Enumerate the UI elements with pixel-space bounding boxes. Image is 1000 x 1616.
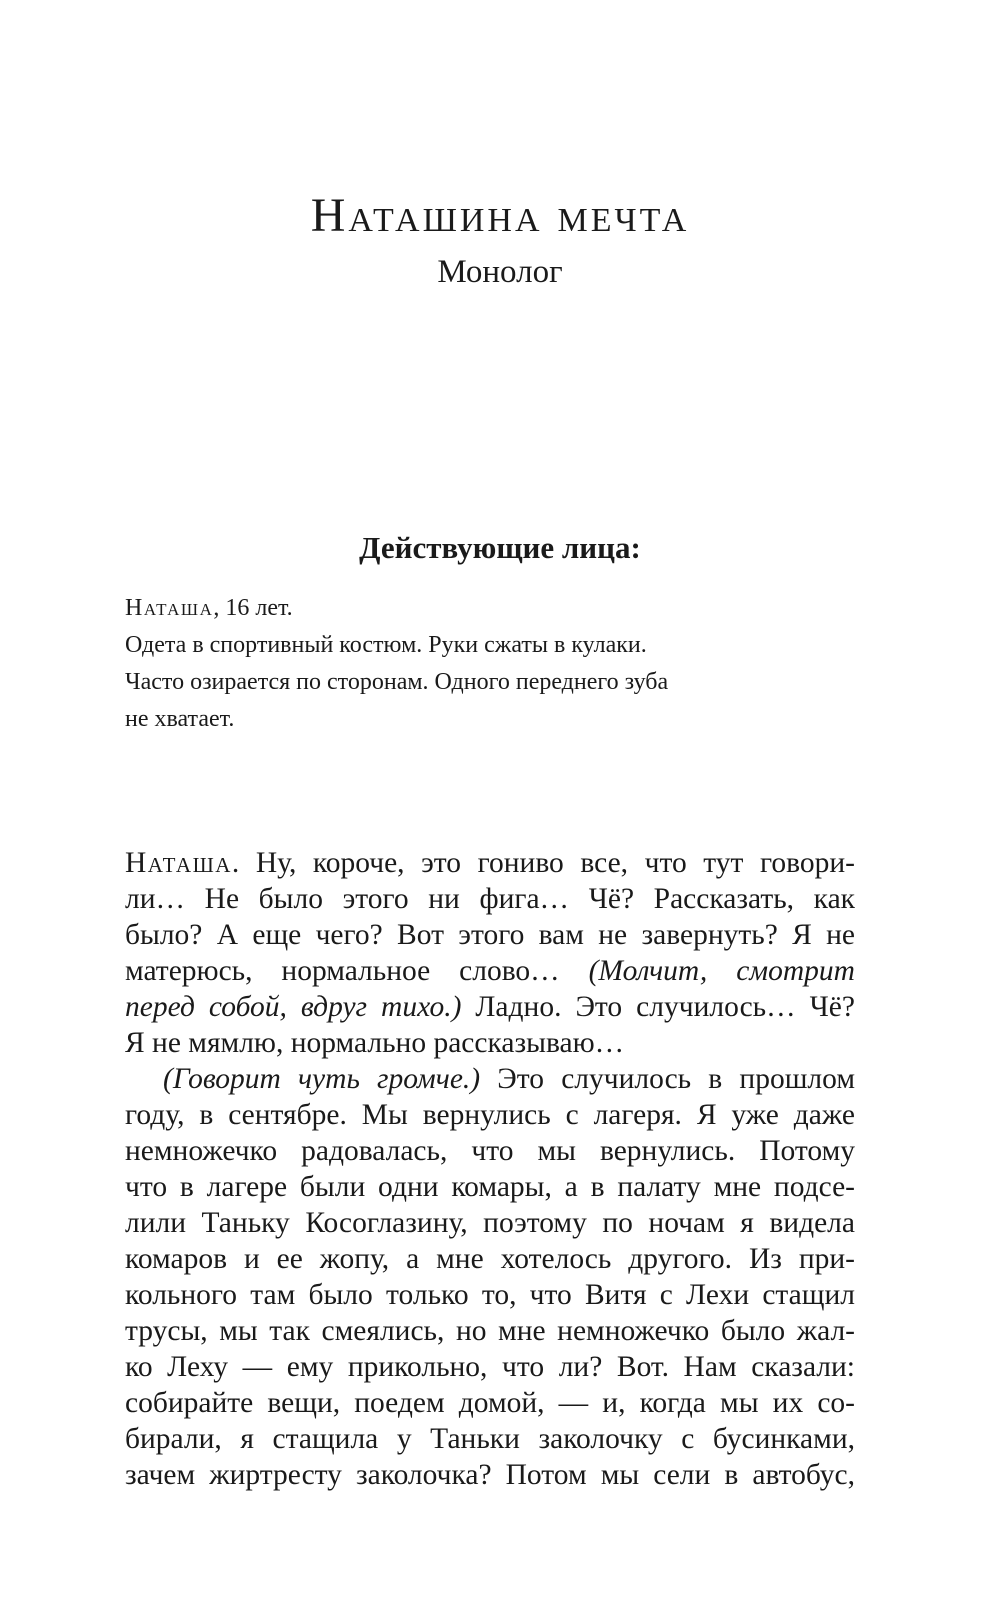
text-line: ли… Не было этого ни фига… Чё? Рассказать, как [125,883,855,915]
text-line: трусы, мы так смеялись, но мне немножечко было жал- [125,1315,855,1347]
text-line: комаров и ее жопу, а мне хотелось другого. Из при- [125,1243,855,1275]
text-line: бирали, я стащила у Таньки заколочку с бусинками, [125,1423,855,1455]
text-line: матерюсь, нормальное слово… (Молчит, смотрит [125,955,855,987]
cast-heading: Действующие лица: [359,530,641,565]
text-line: ко Леху — ему прикольно, что ли? Вот. Нам сказали: [125,1351,855,1383]
cast-character-name: Наташа [125,595,214,621]
text-line: году, в сентябре. Мы вернулись с лагеря. Я уже даже [125,1099,855,1131]
cast-description-line: не хватает. [125,706,235,732]
text-line: Я не мямлю, нормально рассказываю… [125,1027,625,1059]
cast-entry-name-line [125,590,845,627]
text-line: кольного там было только то, что Витя с Лехи стащил [125,1279,855,1311]
text-line: что в лагере были одни комары, а в палату мне подсе- [125,1171,855,1203]
text-line: было? А еще чего? Вот этого вам не завернуть? Я не [125,919,855,951]
stage-direction: перед собой, вдруг тихо.) [125,991,462,1023]
stage-direction: (Говорит чуть громче.) [163,1063,481,1095]
cast-description-line: Одета в спортивный костюм. Руки сжаты в кулаки. [125,632,647,658]
text-line: (Говорит чуть громче.) Это случилось в прошлом [163,1063,855,1095]
cast-list [125,590,845,738]
text-line: Наташа. Ну, короче, это гониво все, что тут говори- [125,847,855,879]
text-line: лили Таньку Косоглазину, поэтому по ночам я видела [125,1207,855,1239]
page-title: Наташина мечта [310,189,690,242]
text-line: зачем жиртресту заколочка? Потом мы сели в автобус, [125,1459,855,1491]
stage-direction: (Молчит, смотрит [588,955,855,987]
text-line: немножечко радовалась, что мы вернулись. Потому [125,1135,855,1167]
cast-description-line: Часто озирается по сторонам. Одного переднего зуба [125,669,669,695]
monologue-text [125,845,855,1493]
page-subtitle: Монолог [437,254,563,290]
text-line: перед собой, вдруг тихо.) Ладно. Это случилось… Чё? [125,991,855,1023]
cast-character-age: , 16 лет. [213,595,293,621]
speaker-name: Наташа [125,847,232,879]
text-line: собирайте вещи, поедем домой, — и, когда мы их со- [125,1387,855,1419]
